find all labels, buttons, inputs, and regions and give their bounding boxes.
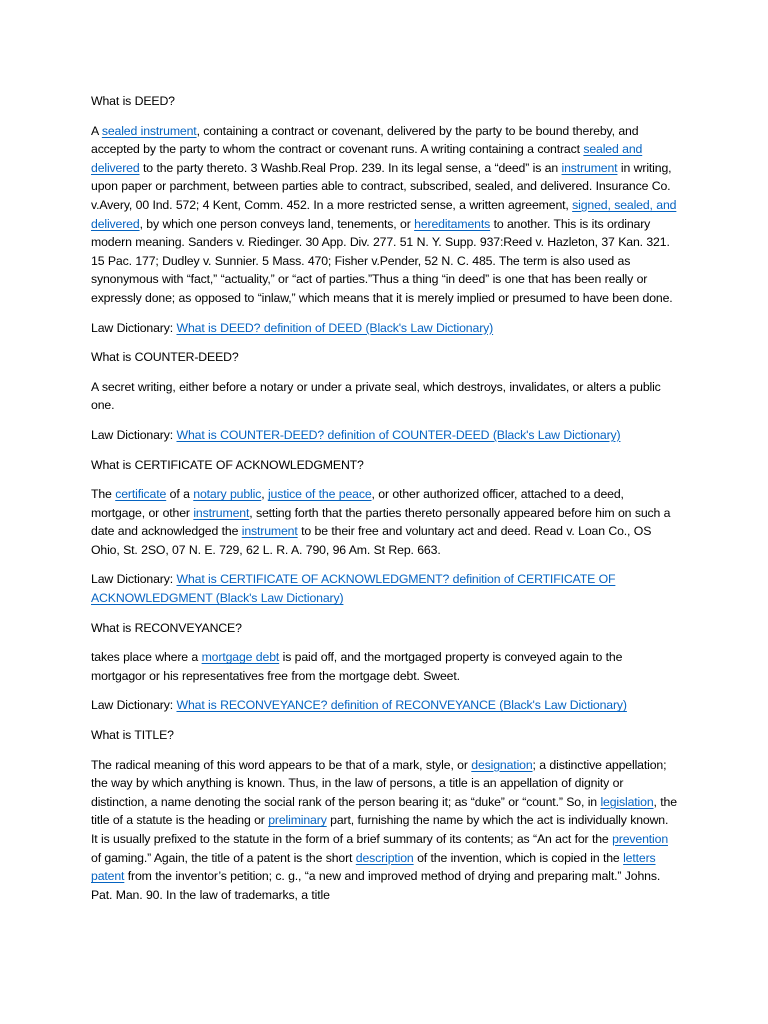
definition-paragraph [91, 648, 678, 685]
text-run: is paid off, and the mortgaged property is conveyed again to the mortgagor or his representatives free from the mortgage debt. Sweet. [91, 650, 623, 683]
law-dictionary-label: Law Dictionary: [91, 427, 177, 442]
law-dictionary-line [91, 570, 678, 607]
law-dictionary-line [91, 426, 678, 445]
term-link[interactable]: justice of the peace [267, 487, 372, 502]
dictionary-link[interactable]: What is RECONVEYANCE? definition of RECONVEYANCE (Black's Law Dictionary) [176, 698, 627, 713]
definition-paragraph [91, 122, 678, 308]
section-heading: What is COUNTER-DEED? [91, 350, 239, 365]
text-run: to be their free and voluntary act and deed. Read v. Loan Co., OS Ohio, St. 2SO, 07 N. E. 729, 62 L. R. A. 790, 96 Am. St Rep. 663. [91, 524, 652, 557]
text-run: of a [166, 487, 194, 502]
term-link[interactable]: instrument [241, 524, 298, 539]
term-link[interactable]: prevention [612, 832, 669, 846]
text-run: , by which one person conveys land, tenements, or [139, 216, 415, 231]
definition-paragraph [91, 756, 678, 905]
term-link[interactable]: preliminary [268, 813, 327, 828]
term-link[interactable]: notary public [193, 487, 262, 502]
term-link[interactable]: hereditaments [414, 216, 491, 231]
text-run: The [91, 487, 116, 502]
section-heading: What is RECONVEYANCE? [91, 620, 242, 635]
dictionary-link[interactable]: What is CERTIFICATE OF ACKNOWLEDGMENT? definition of CERTIFICATE OF ACKNOWLEDGMENT (Black's Law Dictionary) [91, 572, 616, 606]
text-run: from the inventor’s petition; c. g., “a new and improved method of drying and preparing malt.” Johns. Pat. Man. 90. In the law of trademarks, a title [91, 869, 661, 902]
term-link[interactable]: sealed instrument [101, 123, 197, 138]
text-run: , containing a contract or covenant, delivered by the party to be bound thereby, and accepted by the party to whom the contract or covenant runs. A writing containing a contract [91, 123, 639, 157]
term-link[interactable]: instrument [193, 505, 250, 520]
text-run: ; a distinctive appellation; the way by which anything is known. Thus, in the law of persons, a title is an appellation of dignity or distinction, a name denoting the social rank of the person bearing it; as “duke” or “count.” So, in [91, 757, 667, 809]
text-run: takes place where a [91, 650, 202, 665]
definition-section [91, 92, 678, 337]
text-run: to another. This is its ordinary modern meaning. Sanders v. Riedinger. 30 App. Div. 277. 51 N. Y. Supp. 937:Reed v. Hazleton, 37 Kan. 321. 15 Pac. 177; Dudley v. Sunnier. 5 Mass. 470; Fisher v.Pender, 52 N. C. 485. The term is also used as synonymous with “fact,” “actuality,” or “act of parties.”Thus a thing “in deed” is one that has been really or expressly done; as opposed to “inlaw,” which means that it is merely implied or presumed to have been done. [91, 216, 673, 305]
text-run: , the title of a statute is the heading or [91, 794, 677, 828]
text-run: part, furnishing the name by which the act is individually known. It is usually prefixed to the statute in the form of a brief summary of its contents; as “An act for the [91, 813, 669, 846]
term-link[interactable]: mortgage debt [201, 650, 280, 665]
text-run: The radical meaning of this word appears to be that of a mark, style, or [91, 757, 472, 772]
section-heading: What is TITLE? [91, 728, 174, 743]
text-run: , setting forth that the parties thereto personally appeared before him on such a date and acknowledged the [91, 505, 671, 539]
text-run: A [91, 123, 102, 138]
law-dictionary-line [91, 319, 678, 338]
definition-paragraph [91, 378, 678, 415]
term-link[interactable]: certificate [115, 487, 167, 502]
dictionary-link[interactable]: What is DEED? definition of DEED (Black's Law Dictionary) [176, 320, 494, 335]
dictionary-link[interactable]: What is COUNTER-DEED? definition of COUNTER-DEED (Black's Law Dictionary) [176, 427, 621, 442]
term-link[interactable]: description [355, 850, 414, 865]
text-run: of gaming.” Again, the title of a patent is the short [91, 850, 356, 865]
term-link[interactable]: legislation [600, 794, 654, 809]
text-run: to the party thereto. 3 Washb.Real Prop. 239. In its legal sense, a “deed” is an [139, 160, 562, 175]
section-heading: What is DEED? [91, 94, 175, 108]
definition-section [91, 348, 678, 444]
text-run: , or other authorized officer, attached to a deed, mortgage, or other [91, 487, 624, 520]
law-dictionary-line [91, 696, 678, 715]
definition-section [91, 619, 678, 715]
law-dictionary-label: Law Dictionary: [91, 320, 177, 335]
law-dictionary-label: Law Dictionary: [91, 572, 177, 587]
section-heading: What is CERTIFICATE OF ACKNOWLEDGMENT? [91, 457, 364, 472]
text-run: in writing, upon paper or parchment, between parties able to contract, subscribed, sealed, and delivered. Insurance Co. v.Avery, 00 Ind. 572; 4 Kent, Comm. 452. In a more restricted sense, a written agreement, [91, 160, 672, 212]
text-run: of the invention, which is copied in the [413, 850, 624, 865]
definition-section [91, 456, 678, 608]
definition-section [91, 726, 678, 904]
term-link[interactable]: signed, sealed, and delivered [91, 197, 677, 231]
term-link[interactable]: designation [471, 757, 533, 772]
law-dictionary-label: Law Dictionary: [91, 698, 177, 713]
text-run: , [261, 487, 268, 502]
term-link[interactable]: letters patent [91, 850, 656, 884]
term-link[interactable]: sealed and delivered [91, 142, 643, 175]
definition-paragraph [91, 485, 678, 559]
text-run: A secret writing, either before a notary or under a private seal, which destroys, invalidates, or alters a public one. [91, 379, 661, 413]
term-link[interactable]: instrument [561, 160, 618, 175]
